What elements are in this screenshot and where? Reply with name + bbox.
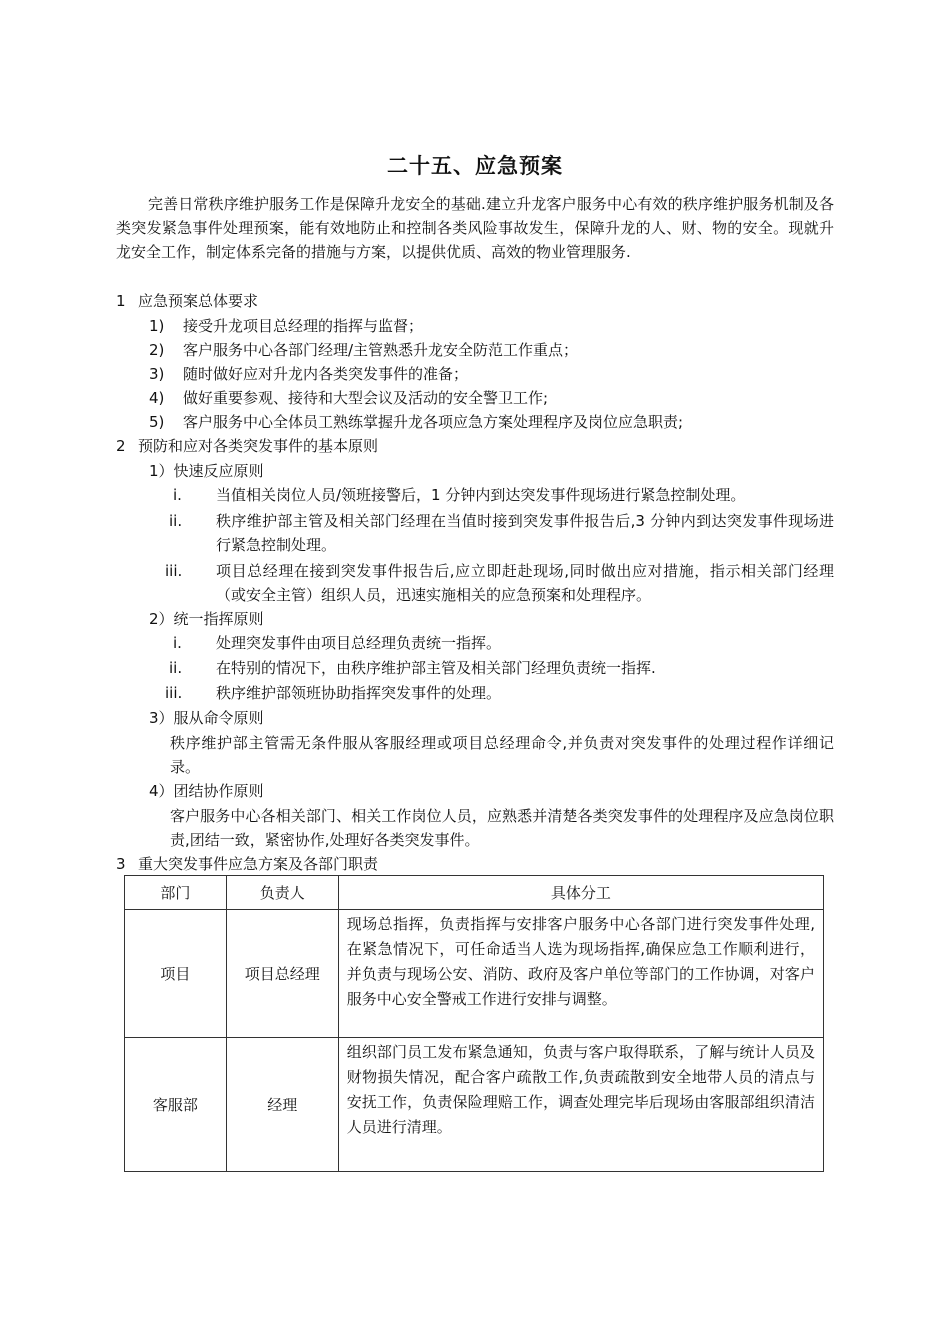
- roman-item: 项目总经理在接到突发事件报告后,应立即赶赴现场,同时做出应对措施，指示相关部门经理（或安全主管）组织人员，迅速实施相关的应急预案和处理程序。: [216, 562, 834, 604]
- section-2-heading: 预防和应对各类突发事件的基本原则: [138, 437, 379, 455]
- roman-item: 秩序维护部领班协助指挥突发事件的处理。: [216, 684, 502, 702]
- roman-number: ii.: [169, 659, 183, 677]
- list-item: 随时做好应对升龙内各类突发事件的准备；: [183, 365, 469, 383]
- page-title: 二十五、应急预案: [387, 154, 563, 178]
- list-item-number: 1): [149, 317, 165, 335]
- section-3-heading: 重大突发事件应急方案及各部门职责: [138, 855, 379, 873]
- principle-4-heading: 4）团结协作原则: [149, 782, 264, 800]
- roman-number: iii.: [165, 684, 183, 702]
- list-item: 做好重要参观、接待和大型会议及活动的安全警卫工作;: [183, 389, 549, 407]
- table-cell-dept: 客服部: [125, 1038, 227, 1172]
- table-cell-person: 项目总经理: [226, 910, 338, 1038]
- list-item: 客户服务中心各部门经理/主管熟悉升龙安全防范工作重点；: [183, 341, 579, 359]
- responsibility-table: [124, 875, 824, 1172]
- roman-number: iii.: [165, 562, 183, 580]
- section-1-number: 1: [116, 292, 126, 310]
- principle-3-text: 秩序维护部主管需无条件服从客服经理或项目总经理命令,并负责对突发事件的处理过程作详细记录。: [170, 734, 834, 776]
- list-item-number: 4): [149, 389, 165, 407]
- list-item-number: 3): [149, 365, 165, 383]
- list-item: 客户服务中心全体员工熟练掌握升龙各项应急方案处理程序及岗位应急职责;: [183, 413, 684, 431]
- principle-2-heading: 2）统一指挥原则: [149, 610, 264, 628]
- table-row: [125, 1038, 824, 1172]
- column-header-person: 负责人: [226, 876, 338, 910]
- roman-number: i.: [173, 634, 182, 652]
- roman-item: 当值相关岗位人员/领班接警后，1 分钟内到达突发事件现场进行紧急控制处理。: [216, 486, 746, 504]
- roman-number: i.: [173, 486, 182, 504]
- roman-item: 在特别的情况下，由秩序维护部主管及相关部门经理负责统一指挥.: [216, 659, 656, 677]
- table-cell-duty: 现场总指挥，负责指挥与安排客户服务中心各部门进行突发事件处理,在紧急情况下，可任命适当人选为现场指挥,确保应急工作顺利进行，并负责与现场公安、消防、政府及客户单位等部门的工作协调，对客户服务中心安全警戒工作进行安排与调整。: [338, 910, 823, 1038]
- table-cell-person: 经理: [226, 1038, 338, 1172]
- column-header-duty: 具体分工: [338, 876, 823, 910]
- table-header-row: [125, 876, 824, 910]
- list-item-number: 2): [149, 341, 165, 359]
- section-3-number: 3: [116, 855, 126, 873]
- principle-3-heading: 3）服从命令原则: [149, 709, 264, 727]
- table-cell-duty: 组织部门员工发布紧急通知，负责与客户取得联系，了解与统计人员及财物损失情况，配合客户疏散工作,负责疏散到安全地带人员的清点与安抚工作，负责保险理赔工作，调查处理完毕后现场由客服部组织清洁人员进行清理。: [338, 1038, 823, 1172]
- list-item: 接受升龙项目总经理的指挥与监督；: [183, 317, 424, 335]
- section-2-number: 2: [116, 437, 126, 455]
- roman-number: ii.: [169, 512, 183, 530]
- roman-item: 处理突发事件由项目总经理负责统一指挥。: [216, 634, 502, 652]
- list-item-number: 5): [149, 413, 165, 431]
- table-cell-dept: 项目: [125, 910, 227, 1038]
- roman-item: 秩序维护部主管及相关部门经理在当值时接到突发事件报告后,3 分钟内到达突发事件现场进行紧急控制处理。: [216, 512, 834, 554]
- intro-paragraph: 完善日常秩序维护服务工作是保障升龙安全的基础.建立升龙客户服务中心有效的秩序维护服务机制及各类突发紧急事件处理预案，能有效地防止和控制各类风险事故发生，保障升龙的人、财、物的安全。现就升龙安全工作，制定体系完备的措施与方案，以提供优质、高效的物业管理服务.: [116, 195, 834, 261]
- principle-4-text: 客户服务中心各相关部门、相关工作岗位人员，应熟悉并清楚各类突发事件的处理程序及应急岗位职责,团结一致，紧密协作,处理好各类突发事件。: [170, 807, 834, 849]
- principle-1-heading: 1）快速反应原则: [149, 462, 264, 480]
- table-row: [125, 910, 824, 1038]
- section-1-heading: 应急预案总体要求: [138, 292, 259, 310]
- column-header-dept: 部门: [125, 876, 227, 910]
